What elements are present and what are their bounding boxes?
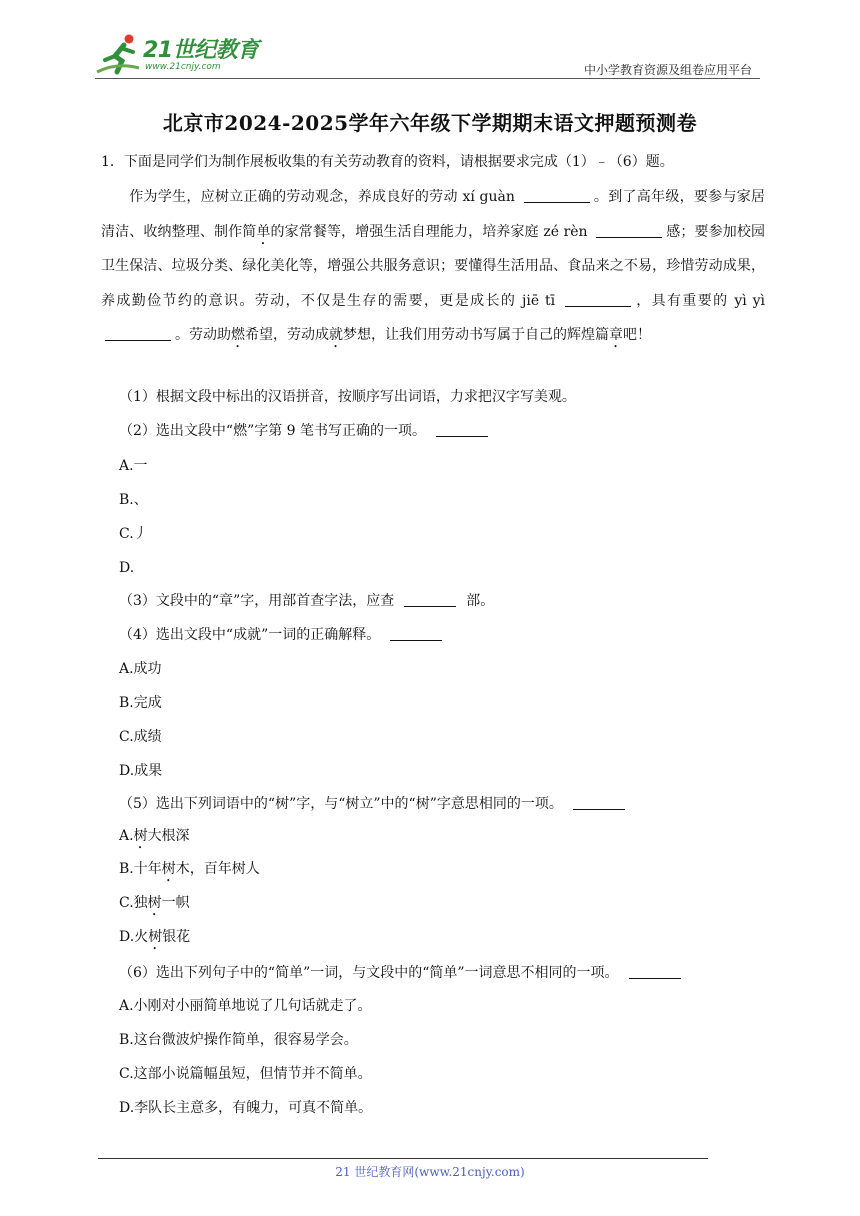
sub-question-2: （2）选出文段中“燃”字第 9 笔书写正确的一项。 — [119, 421, 488, 441]
sub4-option-c[interactable]: C.成绩 — [119, 729, 162, 745]
blank-jieti[interactable] — [565, 292, 631, 307]
sub-question-1: （1）根据文段中标出的汉语拼音，按顺序写出词语，力求把汉字写美观。 — [119, 389, 576, 405]
answer-blank-3[interactable] — [404, 592, 456, 607]
sub5-option-a[interactable]: A.树大根深 — [119, 828, 190, 844]
question-stem: 1．下面是同学们为制作展板收集的有关劳动教育的资料，请根据要求完成（1）﹣（6）题。 — [101, 154, 674, 170]
runner-logo-icon — [95, 32, 141, 76]
answer-blank-5[interactable] — [573, 795, 625, 810]
sub4-option-a[interactable]: A.成功 — [119, 661, 162, 677]
sub5-option-c[interactable]: C.独树一帜 — [119, 895, 190, 911]
answer-blank-6[interactable] — [629, 964, 681, 979]
sub4-option-d[interactable]: D.成果 — [119, 763, 163, 779]
answer-blank-2[interactable] — [436, 422, 488, 437]
sub2-option-c[interactable]: C.丿 — [119, 526, 148, 542]
sub5-option-b[interactable]: B.十年树木，百年树人 — [119, 861, 260, 877]
blank-xiguan[interactable] — [524, 188, 590, 203]
sub2-option-d[interactable]: D. — [119, 560, 135, 576]
blank-yiyi[interactable] — [105, 326, 171, 341]
sub4-option-b[interactable]: B.完成 — [119, 695, 162, 711]
marked-char-zhang: 章 — [609, 327, 623, 343]
sub5-option-d[interactable]: D.火树银花 — [119, 929, 191, 945]
footer-text: 21 世纪教育网(www.21cnjy.com) — [335, 1165, 525, 1179]
sub-question-6: （6）选出下列句子中的“简单”一词，与文段中的“简单”一词意思不相同的一项。 — [119, 963, 681, 983]
logo-url: www.21cnjy.com — [145, 62, 221, 72]
page-title: 北京市2024-2025学年六年级下学期期末语文押题预测卷 — [162, 111, 698, 135]
footer-divider — [98, 1158, 708, 1159]
sub6-option-d[interactable]: D.李队长主意多，有魄力，可真不简单。 — [119, 1100, 373, 1116]
sub-question-5: （5）选出下列词语中的“树”字，与“树立”中的“树”字意思相同的一项。 — [119, 794, 625, 814]
blank-zeren[interactable] — [596, 223, 662, 238]
marked-char-jiu: 就 — [329, 327, 343, 343]
passage: 作为学生，应树立正确的劳动观念，养成良好的劳动 xí guàn 。到了高年级，要参与家居清洁、收纳整理、制作简单的家常餐等，增强生活自理能力，培养家庭 zé rèn 感；要参加校园卫生保洁、垃圾分类、绿化美化等，增强公共服务意识；要懂得生活用品、食品来之不易，珍惜劳动成果，养成勤俭节约的意识。劳动，不仅是生存的需要，更是成长的 jiē tī ，具有重要的 yì yì 。劳动助燃希望，劳动成就梦想，让我们用劳动书写属于自己的辉煌篇章吧！ — [101, 189, 766, 343]
sub6-option-b[interactable]: B.这台微波炉操作简单，很容易学会。 — [119, 1032, 358, 1048]
sub2-option-b[interactable]: B.、 — [119, 492, 148, 508]
sub2-option-a[interactable]: A.一 — [119, 458, 148, 474]
header-divider — [95, 78, 760, 79]
sub-question-4: （4）选出文段中“成就”一词的正确解释。 — [119, 625, 442, 645]
marked-char-dan: 单 — [256, 223, 271, 240]
header-platform-text: 中小学教育资源及组卷应用平台 — [583, 63, 752, 77]
sub-question-3: （3）文段中的“章”字，用部首查字法，应查 部。 — [119, 593, 495, 609]
marked-char-ran: 燃 — [231, 327, 245, 343]
site-logo — [95, 30, 265, 78]
logo-text: 21世纪教育 — [143, 38, 259, 63]
sub6-option-a[interactable]: A.小刚对小丽简单地说了几句话就走了。 — [119, 998, 372, 1014]
page-header — [95, 30, 760, 80]
sub6-option-c[interactable]: C.这部小说篇幅虽短，但情节并不简单。 — [119, 1066, 372, 1082]
answer-blank-4[interactable] — [390, 626, 442, 641]
